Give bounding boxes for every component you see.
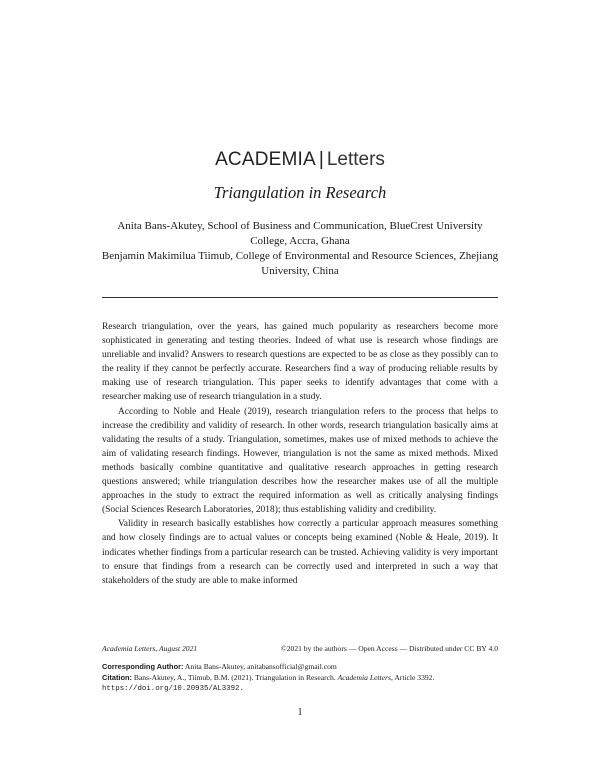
body-paragraph-1: Research triangulation, over the years, has gained much popularity as researchers become more sophisticated in generating and testing theories. Indeed of what use is research whose findings are unreliable and invalid? Answers to research questions are expected to be as close as they possibly can to the reality if they cannot be perfectly accurate. Researchers find a way of producing reliable results by making use of research triangulation. This paper seeks to identify advantages that come with a researcher making use of research triangulation in a study. xyxy=(102,322,498,403)
corresponding-author xyxy=(102,662,498,673)
journal-brand: ACADEMIA xyxy=(215,149,316,170)
corresponding-text: Anita Bans-Akutey, anitabansofficial@gmail.com xyxy=(184,662,337,671)
footnote-block xyxy=(102,662,498,695)
citation-doi-line xyxy=(102,683,498,695)
body-paragraph-3: Validity in research basically establishes how correctly a particular approach measures something and how closely findings are to actual values or concepts being examined (Noble & Heale, 2019). It indicates whether findings from a particular research can be trusted. Achieving validity is very important to ensure that findings from a research can be correctly used and interpreted in such a way that stakeholders of the study are able to make informed xyxy=(102,519,498,586)
citation-journal: Academia Letters xyxy=(337,672,391,682)
corresponding-label: Corresponding Author: xyxy=(102,662,184,671)
body-paragraph-2: According to Noble and Heale (2019), research triangulation refers to the process that helps to increase the credibility and validity of research. In other words, research triangulation basically aims at validating the results of a study. Triangulation, sometimes, makes use of mixed methods to achieve the aim of validating research findings. However, triangulation is not the same as mixed methods. Mixed methods basically combine quantitative and qualitative research approaches in getting research questions answered; while triangulation describes how the researcher makes use of all the multiple approaches in the study to extract the required information as well as critically analysing findings (Social Sciences Research Laboratories, 2018); thus establishing validity and credibility. xyxy=(102,406,498,516)
paper-title: Triangulation in Research xyxy=(213,183,387,202)
doi-link[interactable]: https://doi.org/10.20935/AL3392. xyxy=(102,685,244,693)
author-affiliation-1: Anita Bans-Akutey, School of Business and Communication, BlueCrest University College, Accra, Ghana xyxy=(117,220,483,247)
page-number: 1 xyxy=(297,707,303,718)
citation-article: , Article 3392. xyxy=(390,672,435,682)
author-block xyxy=(100,219,500,279)
masthead-separator: | xyxy=(318,149,324,170)
citation-label: Citation: xyxy=(102,672,132,682)
citation-text: Bans-Akutey, A., Tiimub, B.M. (2021). Triangulation in Research. xyxy=(133,672,336,682)
author-affiliation-2: Benjamin Makimilua Tiimub, College of Environmental and Resource Sciences, Zhejiang University, China xyxy=(101,250,499,277)
body-text xyxy=(102,320,498,588)
journal-masthead xyxy=(0,148,600,172)
footer-license: ©2021 by the authors — Open Access — Distributed under CC BY 4.0 xyxy=(280,644,498,653)
title-rule xyxy=(102,297,498,298)
footer-line xyxy=(102,644,498,654)
footer-venue: Academia Letters, August 2021 xyxy=(102,644,198,653)
journal-section: Letters xyxy=(326,149,385,170)
citation xyxy=(102,673,498,684)
